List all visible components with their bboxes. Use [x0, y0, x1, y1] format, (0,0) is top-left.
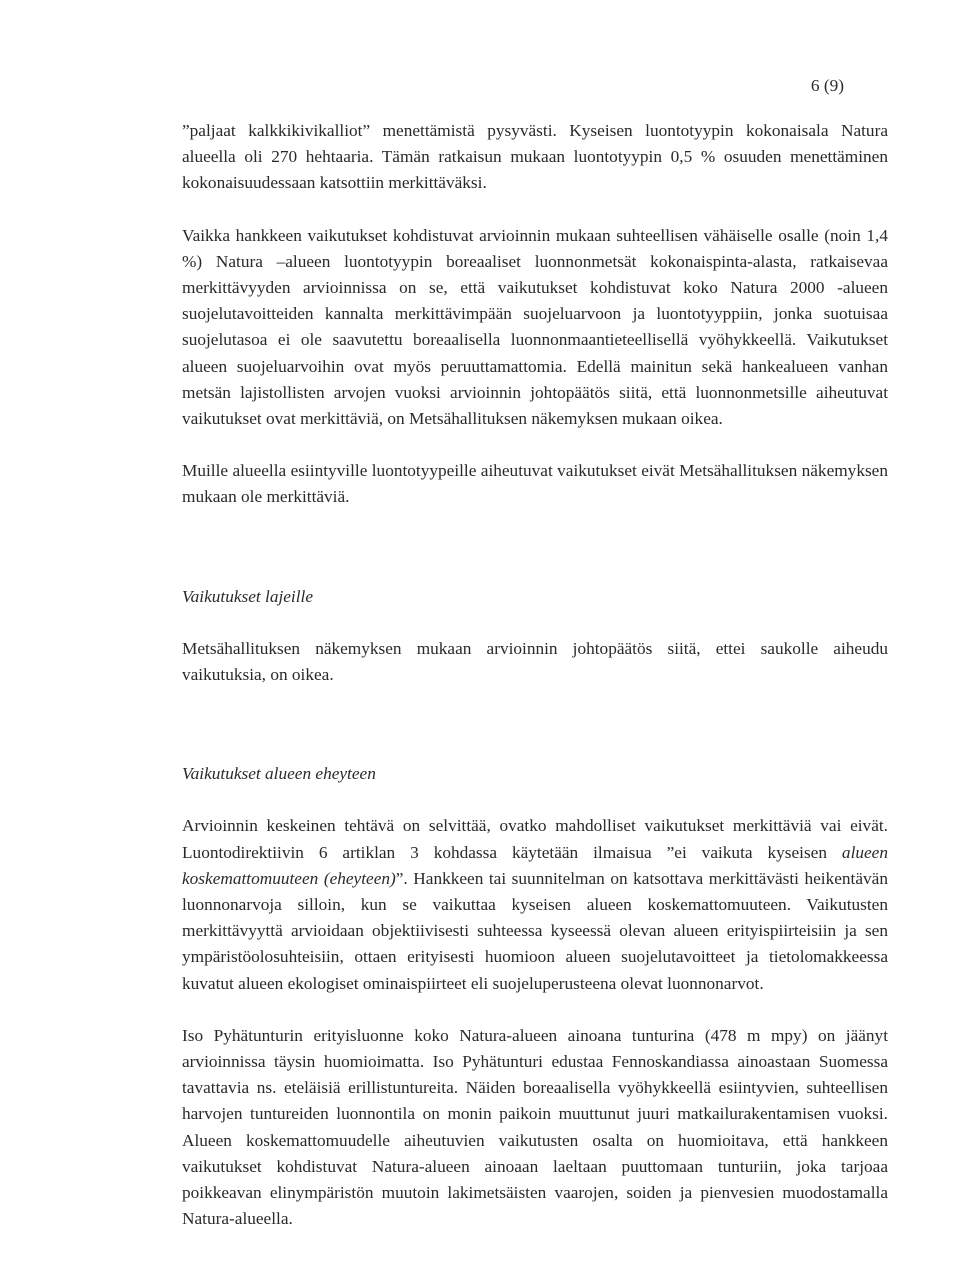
paragraph-5	[182, 813, 888, 996]
page-number: 6 (9)	[810, 76, 844, 95]
paragraph-4: Metsähallituksen näkemyksen mukaan arvioinnin johtopäätös siitä, ettei saukolle aiheudu vaikutuksia, on oikea.	[182, 638, 888, 685]
document-body	[182, 118, 888, 1233]
paragraph-5-part-b: ”. Hankkeen tai suunnitelman on katsottava merkittävästi heikentävän luonnonarvoja silloin, kun se vaikuttaa kyseisen alueen koskemattomuuteen. Vaikutusten merkittävyyttä arvioidaan objektiivisesti suhteessa kyseessä olevan alueen erityispiirteisiin ja sen ympäristöolosuhteisiin, ottaen erityisesti huomioon alueen suojelutavoitteet ja tietolomakkeessa kuvatut alueen ekologiset ominaispiirteet eli suojeluperusteena olevat luonnonarvot.	[182, 868, 888, 993]
paragraph-5-part-a: Arvioinnin keskeinen tehtävä on selvittää, ovatko mahdolliset vaikutukset merkittäviä vai eivät. Luontodirektiivin 6 artiklan 3 kohdassa käytetään ilmaisua ”ei vaikuta kyseisen	[182, 816, 888, 862]
section-heading-integrity: Vaikutukset alueen eheyteen	[182, 764, 376, 784]
paragraph-1: ”paljaat kalkkikivikalliot” menettämistä pysyvästi. Kyseisen luontotyypin kokonaisala Natura alueella oli 270 hehtaaria. Tämän ratkaisun mukaan luontotyypin 0,5 % osuuden menettäminen kokonaisuudessaan katsottiin merkittäväksi.	[182, 121, 888, 193]
paragraph-2: Vaikka hankkeen vaikutukset kohdistuvat arvioinnin mukaan suhteellisen vähäiselle osalle (noin 1,4 %) Natura –alueen luontotyypin boreaaliset luonnonmetsät kokonaispinta-alasta, ratkaisevaa merkittävyyden arvioinnissa on se, että vaikutukset kohdistuvat koko Natura 2000 -alueen suojelutavoitteiden kannalta merkittävimpään suojeluarvoon ja luontotyyppiin, jonka suotuisaa suojelutasoa ei ole saavutettu boreaalisella luonnonmaantieteellisellä vyöhykkeellä. Vaikutukset alueen suojeluarvoihin ovat myös peruuttamattomia. Edellä mainitun sekä hankealueen vanhan metsän lajistollisten arvojen vuoksi arvioinnin johtopäätös siitä, että luonnonmetsille aiheutuvat vaikutukset ovat merkittäviä, on Metsähallituksen näkemyksen mukaan oikea.	[182, 225, 888, 429]
paragraph-3: Muille alueella esiintyville luontotyypeille aiheutuvat vaikutukset eivät Metsähallituksen näkemyksen mukaan ole merkittäviä.	[182, 461, 888, 507]
paragraph-5-emphasis: alueen koskemattomuuteen (eheyteen)	[182, 842, 888, 888]
section-heading-species: Vaikutukset lajeille	[182, 586, 314, 606]
paragraph-6: Iso Pyhätunturin erityisluonne koko Natura-alueen ainoana tunturina (478 m mpy) on jäänyt arvioinnissa täysin huomioimatta. Iso Pyhätunturi edustaa Fennoskandiassa ainoastaan Suomessa tavattavia ns. eteläisiä erillistuntureita. Näiden boreaalisella vyöhykkeellä esiintyvien, suhteellisen harvojen tuntureiden luonnontila on monin paikoin muuttunut juuri matkailurakentamisen vuoksi. Alueen koskemattomuudelle aiheutuvien vaikutusten osalta on huomioitava, että hankkeen vaikutukset kohdistuvat Natura-alueen ainoaan laeltaan puuttomaan tunturiin, joka tarjoaa poikkeavan elinympäristön muutoin lakimetsäisten vaarojen, soiden ja pienvesien muodostamalla Natura-alueella.	[182, 1025, 888, 1229]
